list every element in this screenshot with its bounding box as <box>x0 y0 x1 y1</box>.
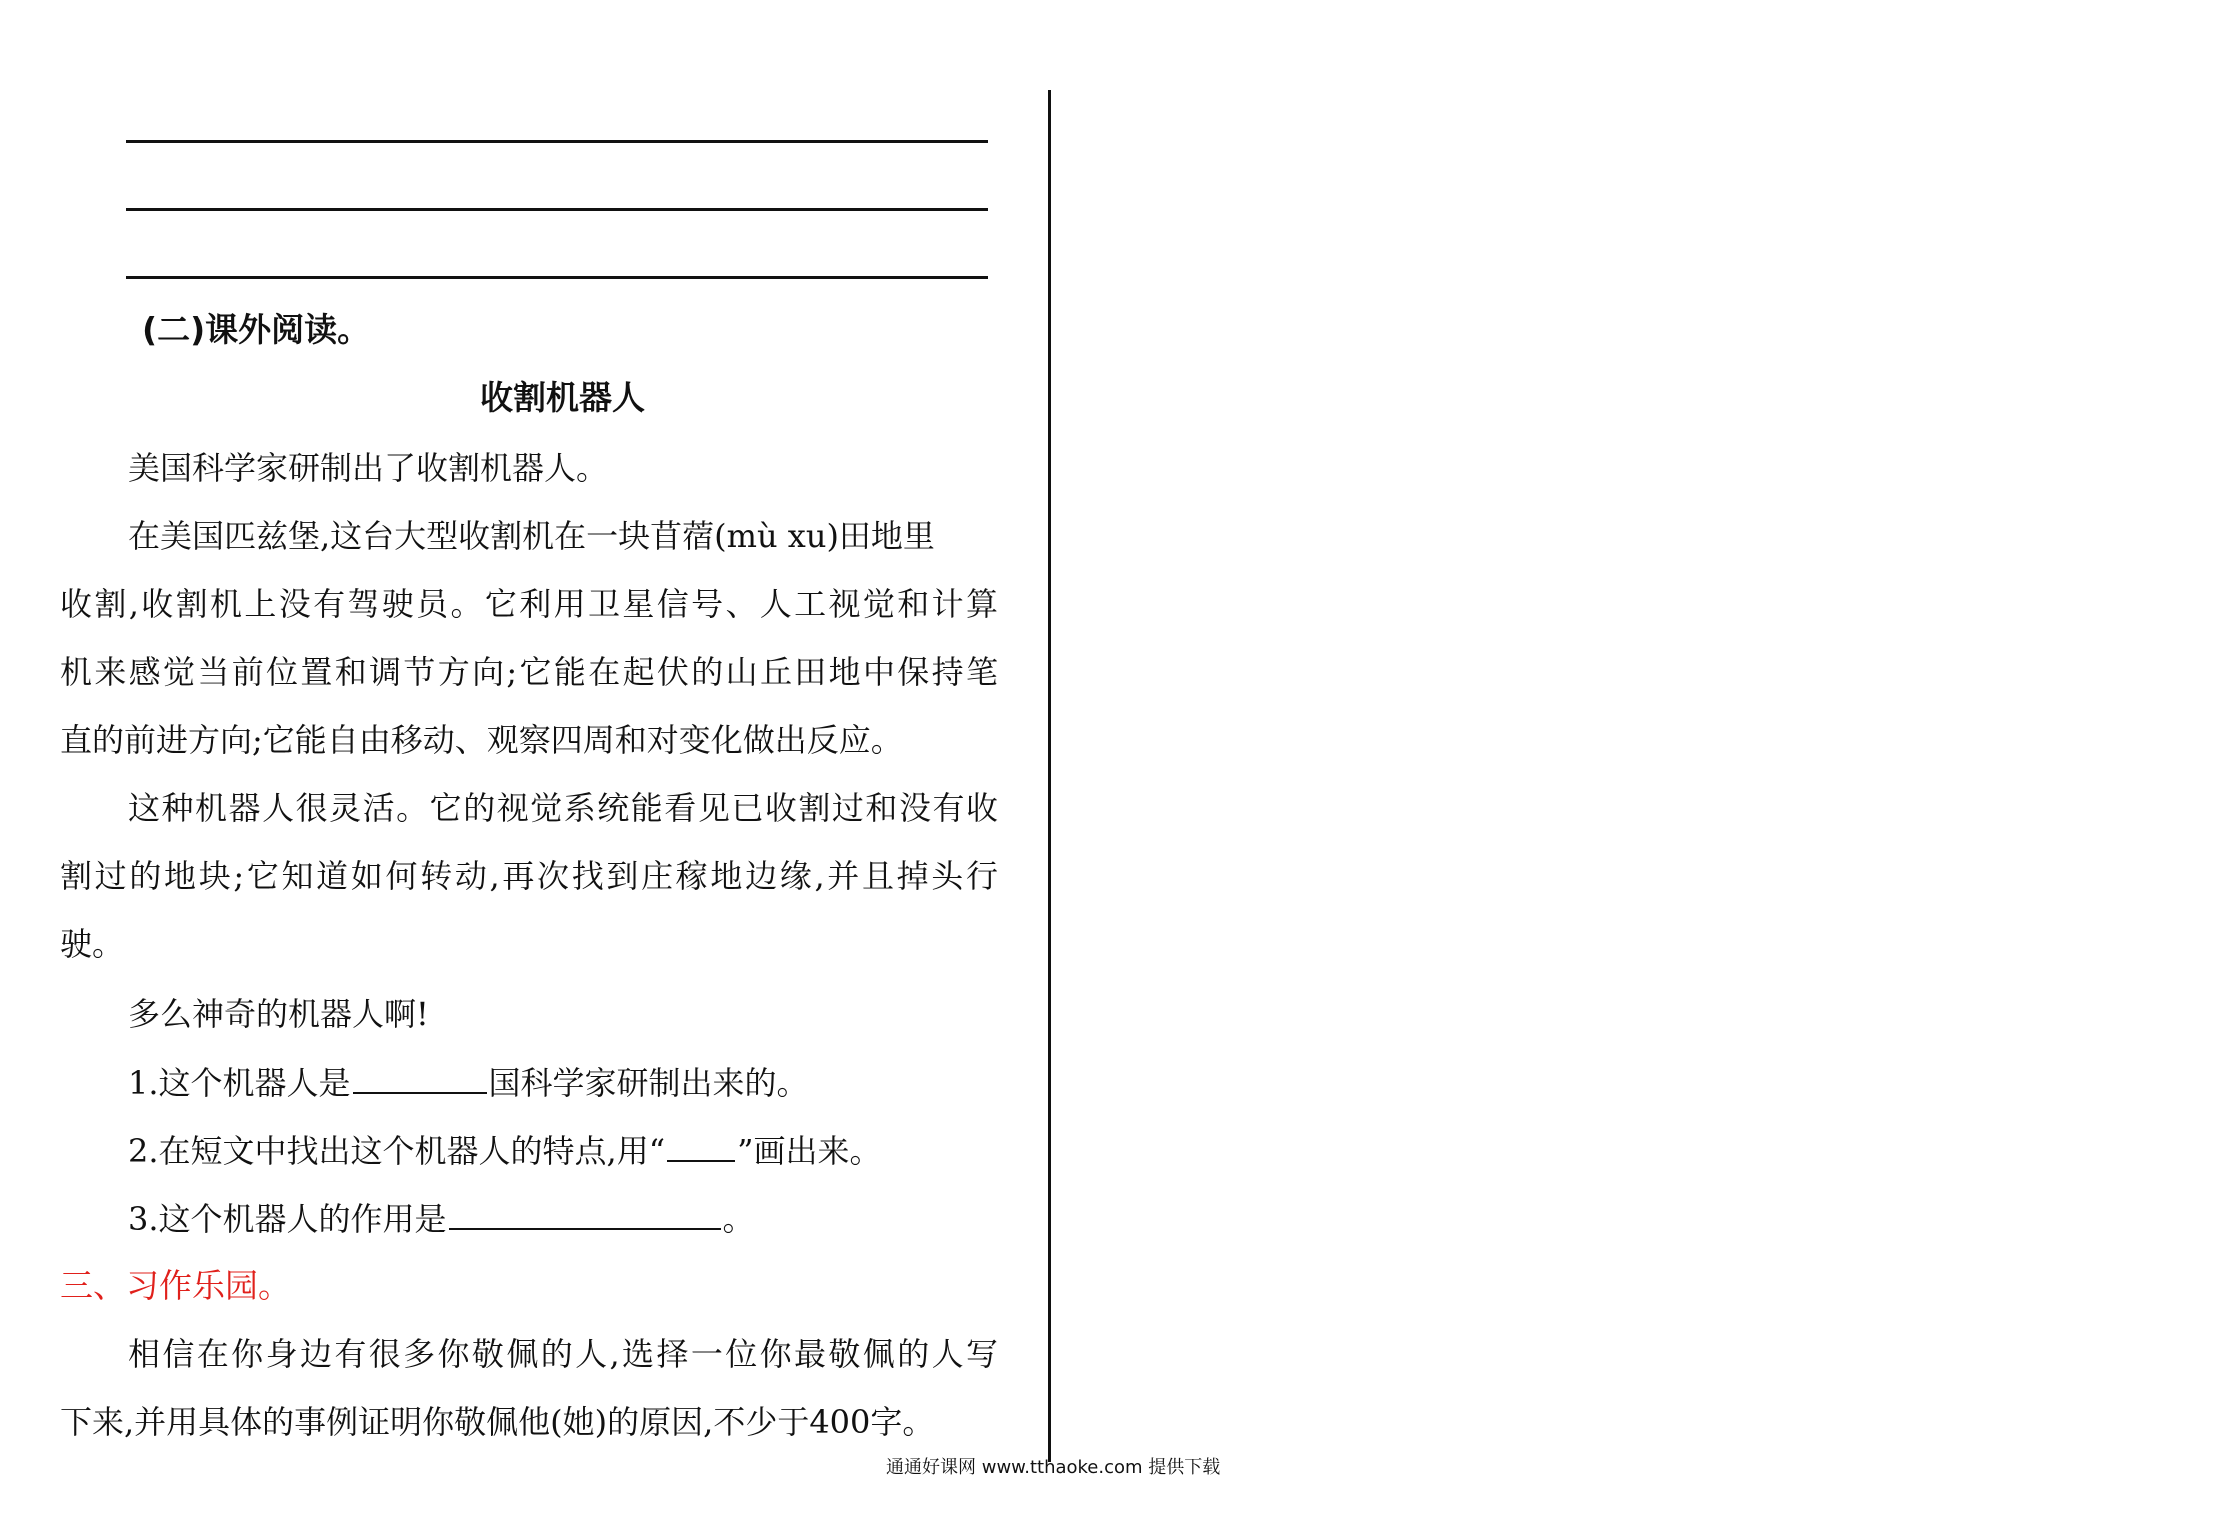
paragraph-2-line-2: 收割,收割机上没有驾驶员。它利用卫星信号、人工视觉和计算 <box>60 585 998 623</box>
question-2 <box>128 1130 1078 1171</box>
question-3-suffix: 。 <box>722 1200 755 1238</box>
paragraph-3-line-1: 这种机器人很灵活。它的视觉系统能看见已收割过和没有收 <box>128 789 998 827</box>
article-title: 收割机器人 <box>480 378 645 417</box>
question-2-underline-sample <box>667 1130 735 1162</box>
writing-prompt-line-1: 相信在你身边有很多你敬佩的人,选择一位你最敬佩的人写 <box>128 1335 998 1373</box>
footer-credit: 通通好课网 www.tthaoke.com 提供下载 <box>886 1457 1221 1478</box>
answer-line-3[interactable] <box>126 276 988 279</box>
writing-prompt-line-2: 下来,并用具体的事例证明你敬佩他(她)的原因,不少于400字。 <box>60 1403 935 1441</box>
answer-line-2[interactable] <box>126 208 988 211</box>
question-1 <box>128 1062 1078 1103</box>
paragraph-2-line-1: 在美国匹兹堡,这台大型收割机在一块苜蓿(mù xu)田地里 <box>128 517 935 555</box>
paragraph-3-line-3: 驶。 <box>60 925 125 963</box>
question-3-text: 3.这个机器人的作用是 <box>128 1200 447 1238</box>
question-3-blank[interactable] <box>449 1198 721 1230</box>
question-2-suffix: ”画出来。 <box>737 1132 882 1170</box>
paragraph-4: 多么神奇的机器人啊! <box>128 995 429 1033</box>
question-1-blank[interactable] <box>353 1062 487 1094</box>
paragraph-3-line-2: 割过的地块;它知道如何转动,再次找到庄稼地边缘,并且掉头行 <box>60 857 998 895</box>
question-3 <box>128 1198 1078 1239</box>
section-heading: (二)课外阅读。 <box>142 310 371 349</box>
paragraph-2-line-4: 直的前进方向;它能自由移动、观察四周和对变化做出反应。 <box>60 721 903 759</box>
column-divider <box>1048 90 1051 1462</box>
paragraph-2-line-3: 机来感觉当前位置和调节方向;它能在起伏的山丘田地中保持笔 <box>60 653 998 691</box>
paragraph-1: 美国科学家研制出了收割机器人。 <box>128 449 609 487</box>
answer-line-1[interactable] <box>126 140 988 143</box>
writing-heading: 三、习作乐园。 <box>60 1266 291 1305</box>
question-2-text: 2.在短文中找出这个机器人的特点,用“ <box>128 1132 666 1170</box>
question-1-suffix: 国科学家研制出来的。 <box>488 1064 809 1102</box>
question-1-text: 1.这个机器人是 <box>128 1064 351 1102</box>
